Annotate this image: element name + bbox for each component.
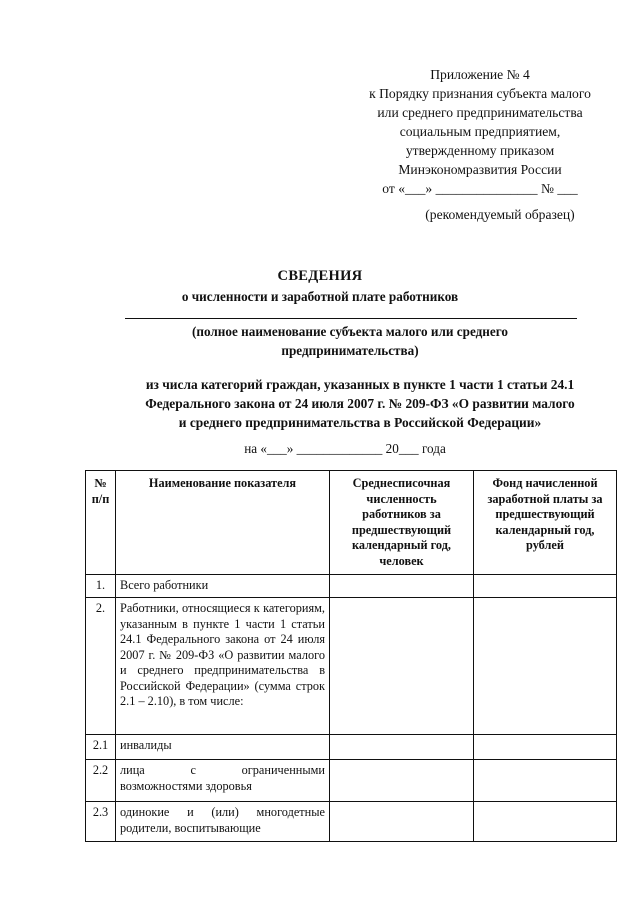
document-subtitle: о численности и заработной плате работников (181, 289, 459, 304)
categories-line: из числа категорий граждан, указанных в пункте 1 части 1 статьи 24.1 (145, 377, 575, 392)
appendix-order-line: от «___» _______________ № ___ (382, 181, 578, 196)
appendix-header (330, 65, 630, 198)
entity-name-hint-line: (полное наименование субъекта малого или среднего (191, 324, 508, 339)
table-row (86, 598, 617, 735)
headcount-cell[interactable] (330, 735, 474, 760)
row-num: 2. (86, 598, 116, 735)
table-header-row (86, 471, 617, 575)
entity-name-blank-line (125, 318, 577, 319)
header-payroll: Фонд начисленной заработной платы за предшествующий календарный год, рублей (474, 471, 617, 575)
payroll-cell[interactable] (474, 575, 617, 598)
payroll-cell[interactable] (474, 760, 617, 802)
appendix-line: к Порядку признания субъекта малого (369, 86, 591, 101)
headcount-cell[interactable] (330, 598, 474, 735)
entity-name-hint-line: предпринимательства) (281, 343, 419, 358)
headcount-cell[interactable] (330, 802, 474, 842)
row-name: Всего работники (116, 575, 330, 598)
headcount-cell[interactable] (330, 760, 474, 802)
row-name: инвалиды (116, 735, 330, 760)
recommended-sample-note: (рекомендуемый образец) (425, 207, 575, 222)
headcount-cell[interactable] (330, 575, 474, 598)
row-num: 2.1 (86, 735, 116, 760)
table-row (86, 575, 617, 598)
report-date-line: на «___» _____________ 20___ года (244, 441, 446, 456)
table-row (86, 760, 617, 802)
categories-line: Федерального закона от 24 июля 2007 г. № 209-ФЗ «О развитии малого (145, 396, 575, 411)
entity-name-hint (130, 322, 570, 360)
header-indicator-name: Наименование показателя (116, 471, 330, 575)
header-headcount: Среднесписочная численность работников за предшествующий календарный год, человек (330, 471, 474, 575)
row-name: одинокие и (или) многодетные родители, воспитывающие (116, 802, 330, 842)
citizen-categories-heading (80, 375, 640, 432)
payroll-cell[interactable] (474, 735, 617, 760)
appendix-line: Минэкономразвития России (398, 162, 562, 177)
table-row (86, 735, 617, 760)
categories-line: и среднего предпринимательства в Российской Федерации» (178, 415, 542, 430)
row-num: 2.3 (86, 802, 116, 842)
row-num: 1. (86, 575, 116, 598)
payroll-cell[interactable] (474, 802, 617, 842)
workers-table (85, 470, 617, 842)
document-title: СВЕДЕНИЯ (277, 268, 363, 284)
appendix-line: утвержденному приказом (405, 143, 555, 158)
row-name: лица с ограниченными возможностями здоровья (116, 760, 330, 802)
appendix-line: социальным предприятием, (399, 124, 561, 139)
table-row (86, 802, 617, 842)
payroll-cell[interactable] (474, 598, 617, 735)
row-name: Работники, относящиеся к категориям, указанным в пункте 1 части 1 статьи 24.1 Федерального закона от 24 июля 2007 г. № 209-ФЗ «О развитии малого и среднего предпринимательства в Российской Федерации» (сумма строк 2.1 – 2.10), в том числе: (116, 598, 330, 735)
appendix-line: или среднего предпринимательства (377, 105, 583, 120)
appendix-line: Приложение № 4 (430, 67, 530, 82)
row-num: 2.2 (86, 760, 116, 802)
header-num: № п/п (86, 471, 116, 575)
